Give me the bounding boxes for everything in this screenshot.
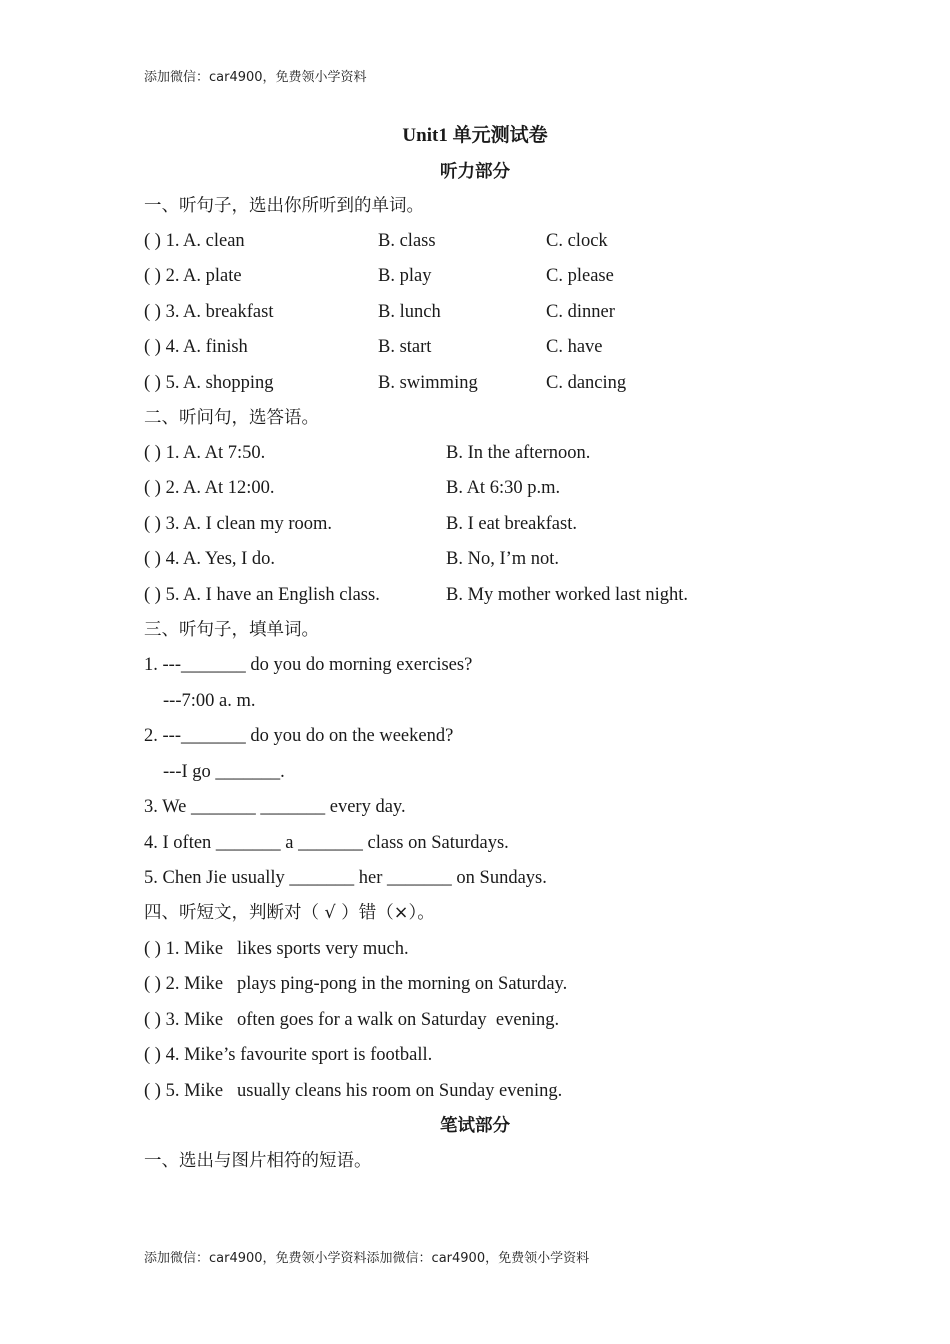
option-b: B. play [378, 266, 432, 286]
watermark-header: 添加微信：car4900，免费领小学资料 [144, 70, 367, 85]
part2-question-row [144, 476, 561, 500]
part3-line: 2. ---_______ do you do on the weekend? [144, 726, 454, 746]
part4-item: ( ) 4. Mike’s favourite sport is football. [144, 1045, 433, 1065]
part2-question-row [144, 583, 689, 607]
listening-section-title: 听力部分 [440, 162, 510, 182]
part4-heading: 四、听短文，判断对（ √ ）错（×）。 [144, 903, 435, 923]
part3-line: ---I go _______. [163, 762, 285, 782]
option-b: B. In the afternoon. [446, 443, 591, 463]
option-a: ( ) 4. A. finish [144, 337, 248, 357]
option-b: B. I eat breakfast. [446, 514, 577, 534]
part1-heading: 一、听句子，选出你所听到的单词。 [144, 196, 424, 216]
option-c: C. dinner [546, 302, 615, 322]
part4-item: ( ) 3. Mike often goes for a walk on Saturday evening. [144, 1010, 560, 1030]
option-a: ( ) 5. A. shopping [144, 373, 274, 393]
watermark-footer: 添加微信：car4900，免费领小学资料添加微信：car4900，免费领小学资料 [144, 1251, 590, 1266]
part3-line: 4. I often _______ a _______ class on Saturdays. [144, 833, 509, 853]
option-a: ( ) 2. A. plate [144, 266, 242, 286]
option-b: B. class [378, 231, 436, 251]
option-a: ( ) 5. A. I have an English class. [144, 585, 380, 605]
part2-question-row [144, 441, 591, 465]
option-a: ( ) 3. A. I clean my room. [144, 514, 333, 534]
option-b: B. swimming [378, 373, 478, 393]
option-a: ( ) 2. A. At 12:00. [144, 478, 275, 498]
option-c: C. please [546, 266, 614, 286]
option-a: ( ) 1. A. clean [144, 231, 245, 251]
option-b: B. No, I’m not. [446, 549, 560, 569]
option-c: C. clock [546, 231, 608, 251]
option-a: ( ) 3. A. breakfast [144, 302, 274, 322]
part3-line: 1. ---_______ do you do morning exercises? [144, 655, 473, 675]
part3-line: ---7:00 a. m. [163, 691, 256, 711]
part3-line: 5. Chen Jie usually _______ her _______ on Sundays. [144, 868, 547, 888]
option-a: ( ) 1. A. At 7:50. [144, 443, 266, 463]
option-a: ( ) 4. A. Yes, I do. [144, 549, 276, 569]
part3-line: 3. We _______ _______ every day. [144, 797, 406, 817]
part1-question-row [144, 229, 608, 253]
part1-question-row [144, 371, 627, 395]
part1-question-row [144, 335, 603, 359]
part2-heading: 二、听问句，选答语。 [144, 408, 319, 428]
part3-heading: 三、听句子，填单词。 [144, 620, 319, 640]
part4-item: ( ) 5. Mike usually cleans his room on Sunday evening. [144, 1081, 563, 1101]
part2-question-row [144, 547, 560, 571]
option-b: B. My mother worked last night. [446, 585, 689, 605]
part1-question-row [144, 300, 615, 324]
option-b: B. lunch [378, 302, 441, 322]
writing-section-title: 笔试部分 [440, 1116, 510, 1136]
part4-item: ( ) 2. Mike plays ping-pong in the morning on Saturday. [144, 974, 568, 994]
writing-part1-heading: 一、选出与图片相符的短语。 [144, 1151, 372, 1171]
part4-item: ( ) 1. Mike likes sports very much. [144, 939, 409, 959]
part2-question-row [144, 512, 577, 536]
option-b: B. start [378, 337, 432, 357]
part1-question-row [144, 264, 614, 288]
page-title: Unit1 单元测试卷 [402, 125, 548, 146]
option-c: C. have [546, 337, 603, 357]
option-b: B. At 6:30 p.m. [446, 478, 561, 498]
option-c: C. dancing [546, 373, 627, 393]
